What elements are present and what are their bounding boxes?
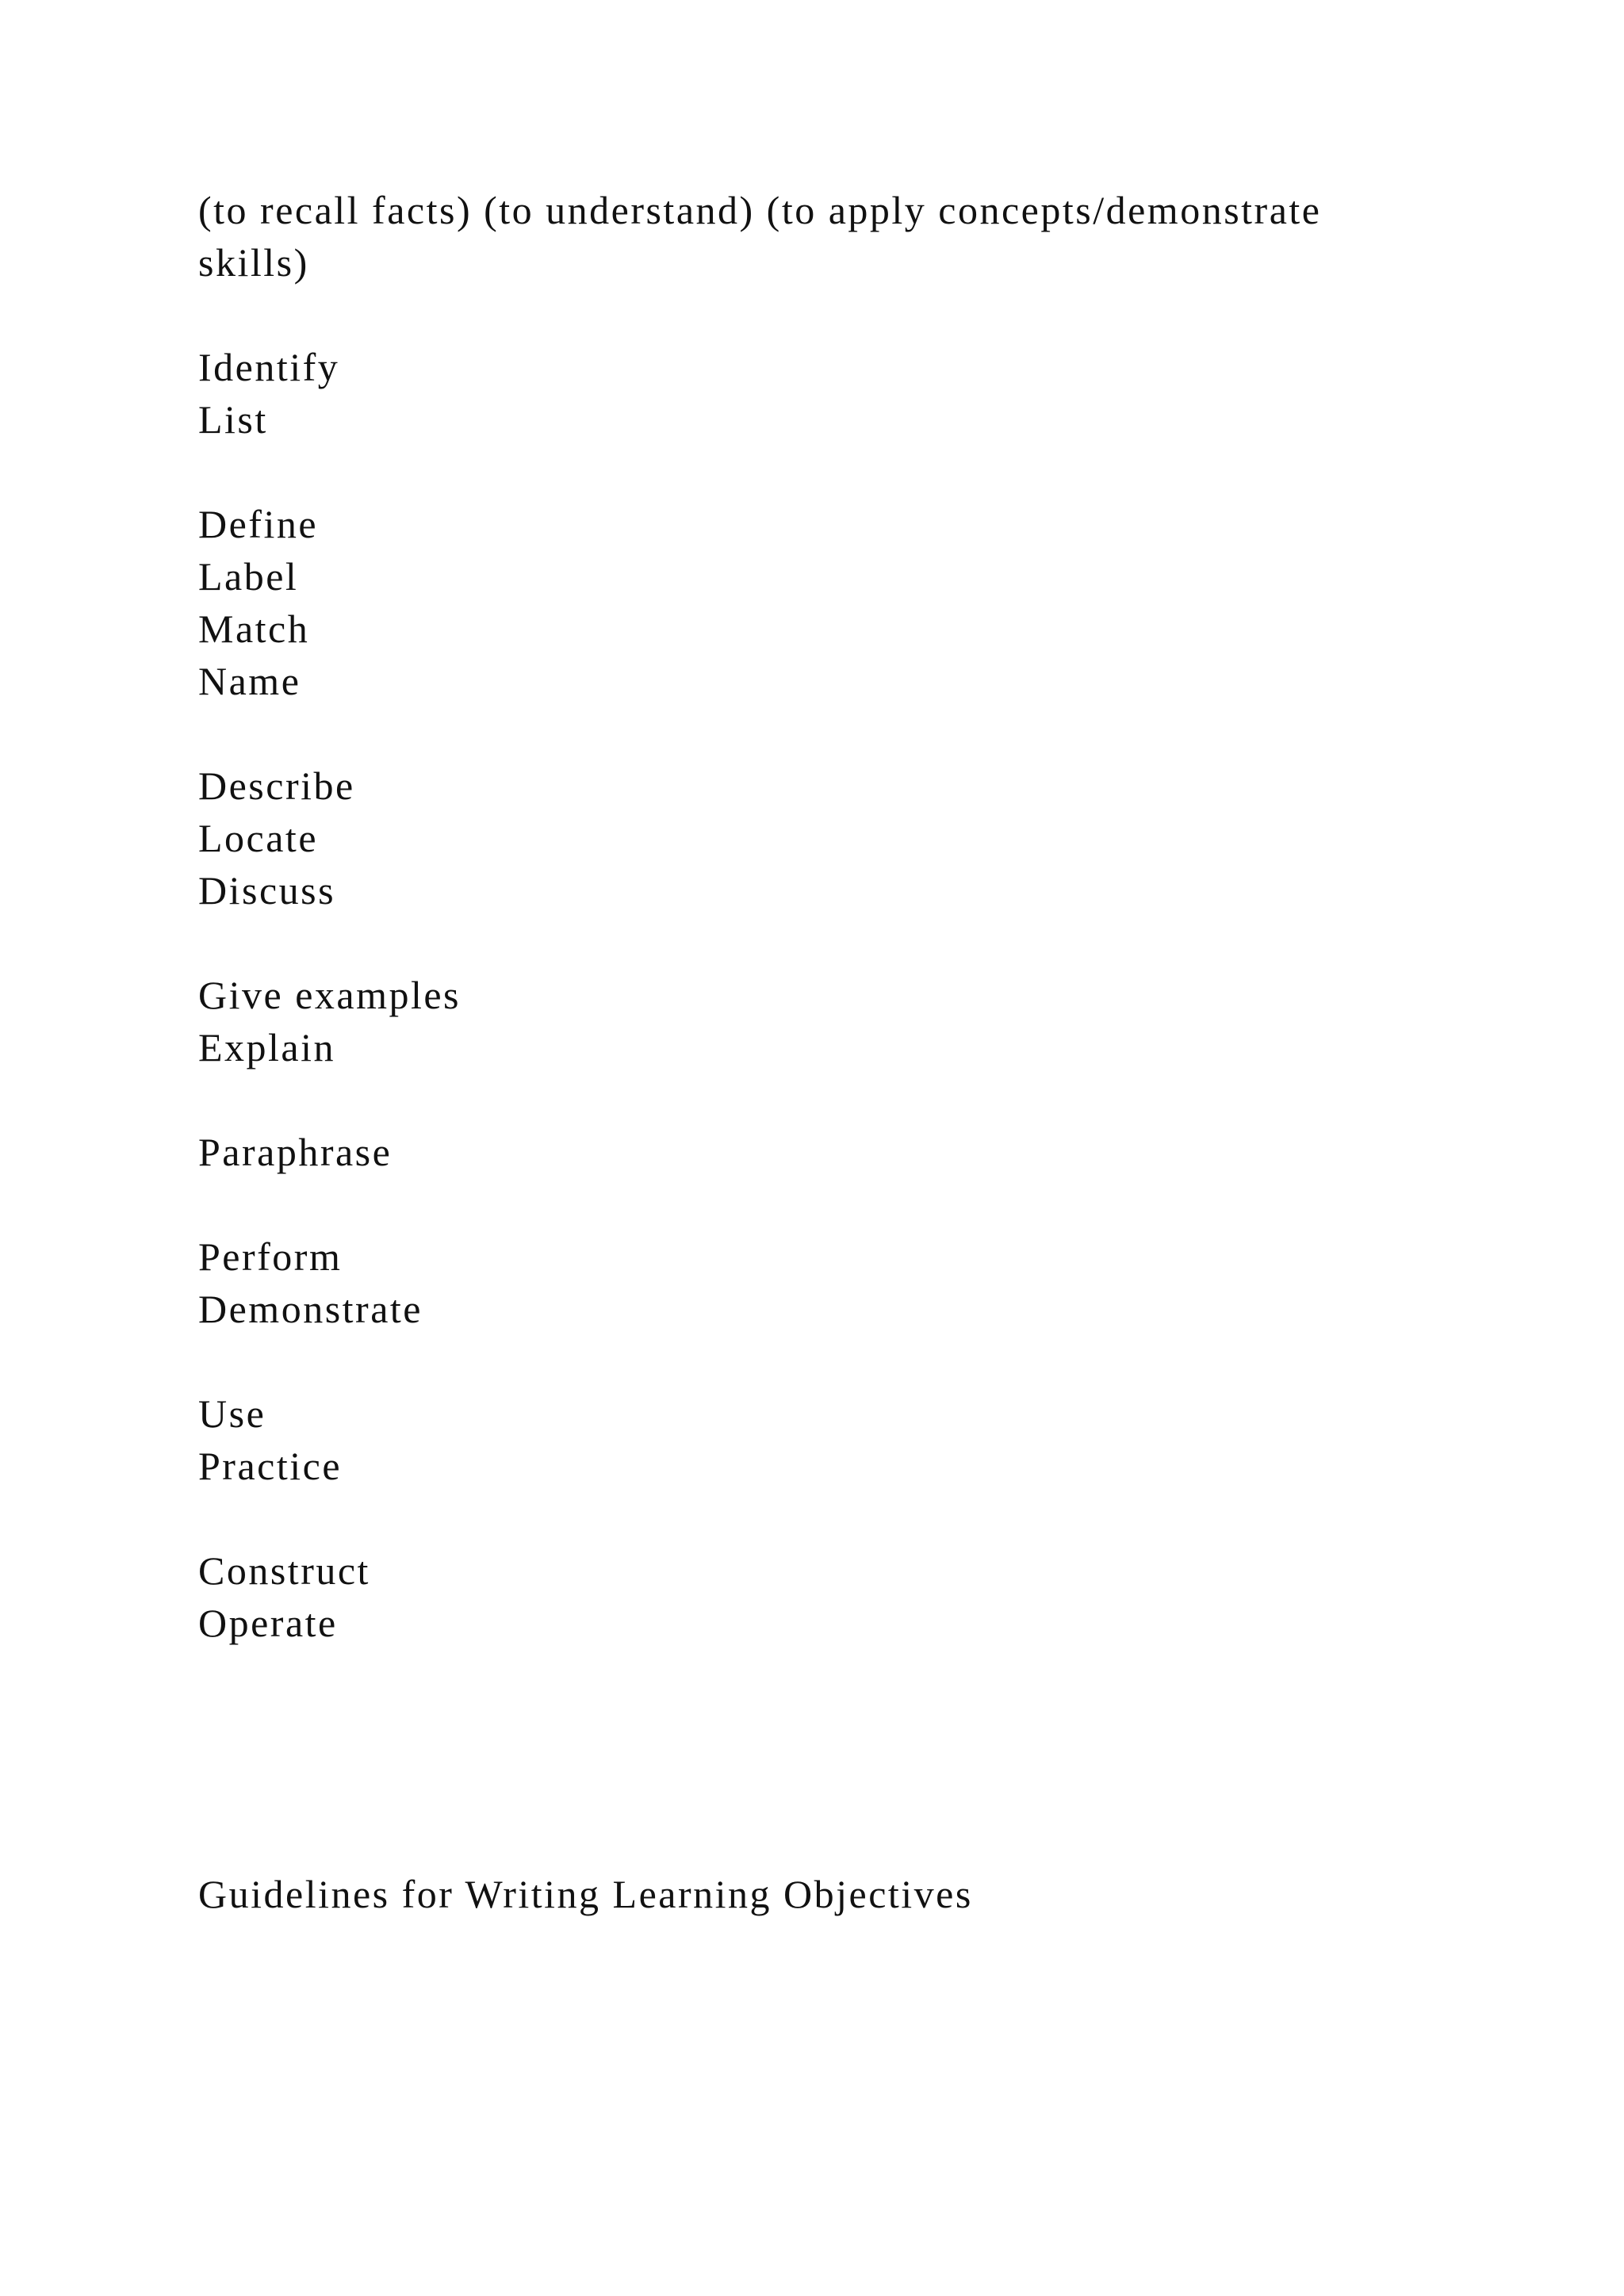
verb-operate: Operate	[198, 1601, 338, 1645]
verb-match: Match	[198, 607, 310, 651]
verb-locate: Locate	[198, 816, 319, 860]
spacer	[198, 1073, 1435, 1126]
verb-list: List	[198, 397, 268, 442]
verb-label: Label	[198, 554, 299, 599]
verb-give-examples: Give examples	[198, 973, 462, 1017]
verb-paraphrase: Paraphrase	[198, 1130, 393, 1174]
verb-describe: Describe	[198, 763, 355, 808]
spacer	[198, 289, 1435, 341]
verb-explain: Explain	[198, 1025, 336, 1070]
verb-perform: Perform	[198, 1234, 343, 1279]
verb-identify: Identify	[198, 345, 340, 389]
verb-name: Name	[198, 659, 301, 703]
spacer	[198, 1492, 1435, 1544]
spacer	[198, 1335, 1435, 1387]
intro-text: (to recall facts) (to understand) (to apply concepts/demonstrate skills)	[198, 188, 1322, 285]
spacer	[198, 916, 1435, 969]
verb-define: Define	[198, 502, 319, 546]
verb-discuss: Discuss	[198, 868, 336, 913]
verb-construct: Construct	[198, 1548, 370, 1593]
document-body	[198, 184, 1435, 1649]
section-heading: Guidelines for Writing Learning Objectives	[198, 1872, 973, 1916]
verb-practice: Practice	[198, 1444, 343, 1488]
verb-use: Use	[198, 1391, 266, 1436]
verb-demonstrate: Demonstrate	[198, 1287, 423, 1331]
spacer	[198, 1178, 1435, 1230]
spacer	[198, 446, 1435, 498]
spacer	[198, 707, 1435, 760]
